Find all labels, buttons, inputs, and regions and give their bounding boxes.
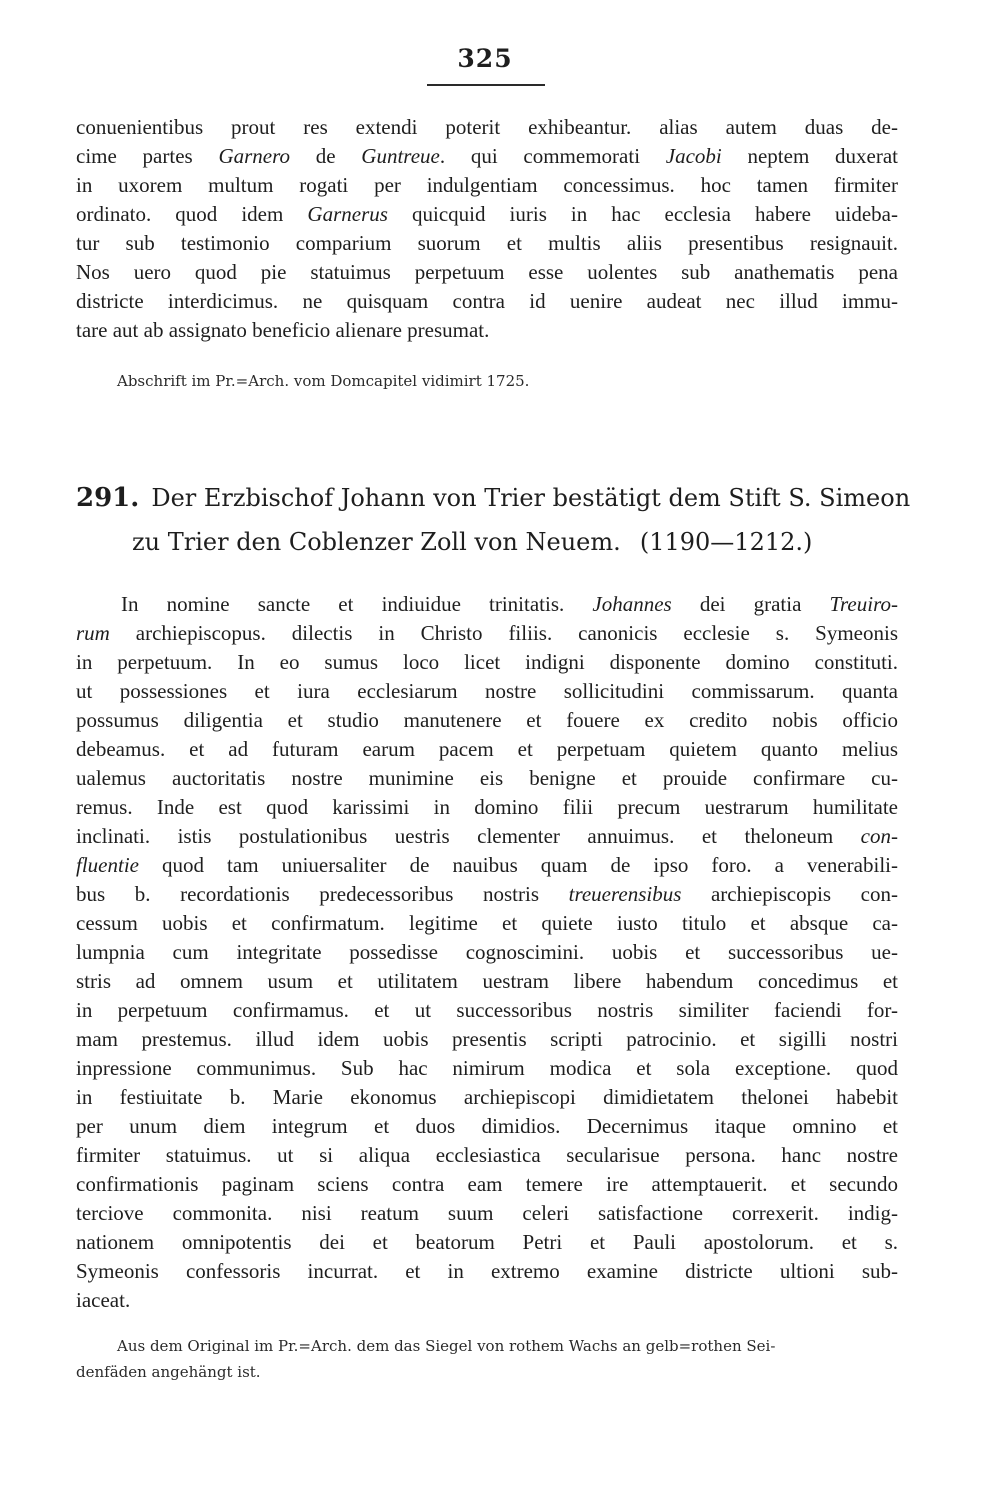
text-line: in perpetuum. In eo sumus loco licet indigni disponente domino constituti. — [76, 650, 898, 674]
document-source-note-line-2: denfäden angehängt ist. — [76, 1363, 261, 1381]
document-title-line-1: Der Erzbischof Johann von Trier bestätigt dem Stift S. Simeon — [151, 484, 911, 512]
text-line: remus. Inde est quod karissimi in domino filii precum uestrarum humilitate — [76, 795, 898, 819]
text-line: tur sub testimonio comparium suorum et multis aliis presentibus resignauit. — [76, 231, 898, 255]
text-line: per unum diem integrum et duos dimidios. Decernimus itaque omnino et — [76, 1114, 898, 1138]
text-line: fluentie quod tam uniuersaliter de nauibus quam de ipso foro. a venerabili- — [76, 853, 898, 877]
text-line: districte interdicimus. ne quisquam contra id uenire audeat nec illud immu- — [76, 289, 898, 313]
document-number: 291. — [76, 483, 140, 513]
text-line: cessum uobis et confirmatum. legitime et quiete iusto titulo et absque ca- — [76, 911, 898, 935]
text-line: Symeonis confessoris incurrat. et in extremo examine districte ultioni sub- — [76, 1259, 898, 1283]
text-line: ut possessiones et iura ecclesiarum nostre sollicitudini commissarum. quanta — [76, 679, 898, 703]
text-line: in uxorem multum rogati per indulgentiam concessimus. hoc tamen firmiter — [76, 173, 898, 197]
document-heading — [76, 476, 911, 564]
text-line: ualemus auctoritatis nostre munimine eis benigne et prouide confirmare cu- — [76, 766, 898, 790]
previous-document-source-note: Abschrift im Pr.=Arch. vom Domcapitel vidimirt 1725. — [117, 372, 530, 390]
text-line: inpressione communimus. Sub hac nimirum modica et sola exceptione. quod — [76, 1056, 898, 1080]
text-line: lumpnia cum integritate possedisse cognoscimini. uobis et successoribus ue- — [76, 940, 898, 964]
text-line: in perpetuum confirmamus. et ut successoribus nostris similiter faciendi for- — [76, 998, 898, 1022]
text-line: rum archiepiscopus. dilectis in Christo filiis. canonicis ecclesie s. Symeonis — [76, 621, 898, 645]
previous-document-text — [76, 113, 898, 345]
text-line: confirmationis paginam sciens contra eam temere ire attemptauerit. et secundo — [76, 1172, 898, 1196]
text-line: tare aut ab assignato beneficio alienare presumat. — [76, 318, 490, 342]
text-line: possumus diligentia et studio manutenere et fouere ex credito nobis officio — [76, 708, 898, 732]
text-line: iaceat. — [76, 1288, 131, 1312]
page-number-rule — [427, 84, 545, 86]
text-line: cime partes Garnero de Guntreue. qui commemorati Jacobi neptem duxerat — [76, 144, 899, 168]
document-text — [76, 590, 898, 1315]
text-line: in festiuitate b. Marie ekonomus archiepiscopi dimidietatem thelonei habebit — [76, 1085, 898, 1109]
document-date-range: (1190—1212.) — [639, 528, 813, 556]
text-line: conuenientibus prout res extendi poterit exhibeantur. alias autem duas de- — [76, 115, 898, 139]
document-title-line-2: zu Trier den Coblenzer Zoll von Neuem. — [132, 528, 621, 556]
text-line: firmiter statuimus. ut si aliqua ecclesiastica secularisue persona. hanc nostre — [76, 1143, 898, 1167]
page-number: 325 — [457, 44, 513, 73]
text-line: mam prestemus. illud idem uobis presentis scripti patrocinio. et sigilli nostri — [76, 1027, 898, 1051]
text-line: debeamus. et ad futuram earum pacem et perpetuam quietem quanto melius — [76, 737, 898, 761]
document-source-note-line-1: Aus dem Original im Pr.=Arch. dem das Siegel von rothem Wachs an gelb=rothen Sei- — [117, 1337, 776, 1355]
text-line: Nos uero quod pie statuimus perpetuum esse uolentes sub anathematis pena — [76, 260, 898, 284]
text-line: nationem omnipotentis dei et beatorum Petri et Pauli apostolorum. et s. — [76, 1230, 898, 1254]
heading-line-2 — [76, 520, 902, 564]
text-line: stris ad omnem usum et utilitatem uestram libere habendum concedimus et — [76, 969, 898, 993]
text-line: terciove commonita. nisi reatum suum celeri satisfactione correxerit. indig- — [76, 1201, 898, 1225]
text-line: inclinati. istis postulationibus uestris clementer annuimus. et theloneum con- — [76, 824, 898, 848]
heading-line-1 — [76, 476, 911, 520]
text-line: bus b. recordationis predecessoribus nostris treuerensibus archiepiscopis con- — [76, 882, 898, 906]
text-line: In nomine sancte et indiuidue trinitatis. Johannes dei gratia Treuiro- — [121, 592, 898, 616]
text-line: ordinato. quod idem Garnerus quicquid iuris in hac ecclesia habere uideba- — [76, 202, 898, 226]
